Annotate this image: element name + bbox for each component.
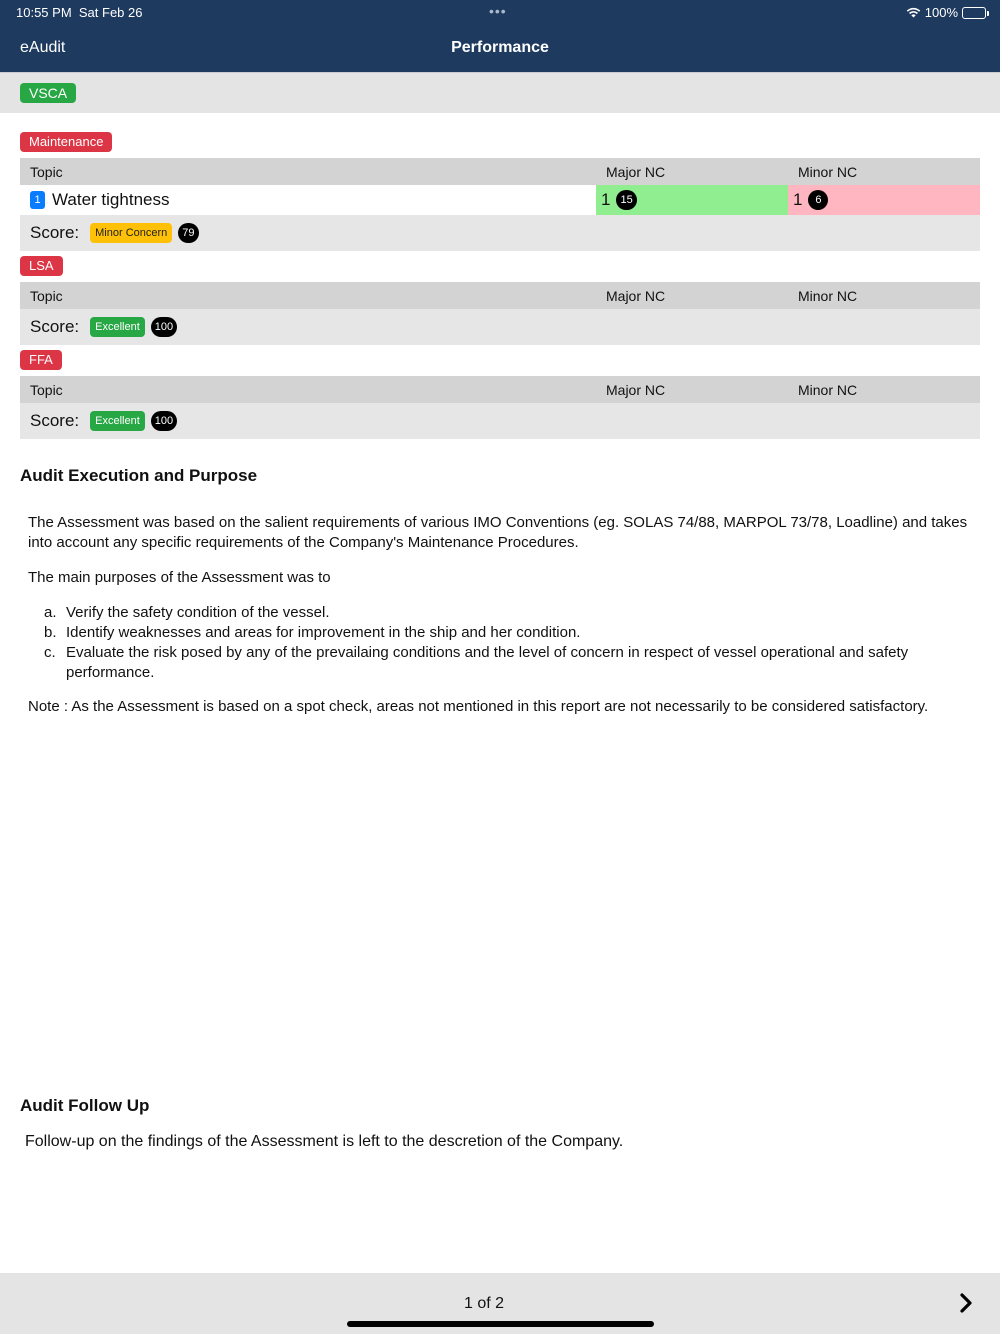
ffa-table [20,376,980,439]
app-header [0,0,1000,72]
column-topic: Topic [30,287,63,304]
table-header [20,282,980,309]
topic-index-badge: 1 [30,191,45,209]
follow-up-text: Follow-up on the findings of the Assessment is left to the descretion of the Company. [25,1133,624,1150]
column-minor-nc: Minor NC [798,381,858,398]
status-indicators [906,5,986,20]
page-title: Performance [451,39,549,56]
column-minor-nc: Minor NC [798,287,858,304]
score-label: Score: [30,317,80,336]
execution-intro: The Assessment was based on the salient requirements of various IMO Conventions (eg. SOLAS 74/88, MARPOL 73/78, Loadline) and takes into account any specific requirements of the Company's Maintenance Procedures. [28,514,968,551]
score-row [20,309,980,345]
section-tag-lsa: LSA [20,256,63,276]
list-item: c. Evaluate the risk posed by any of the prevailaing conditions and the level of concern in respect of vessel operational and safety performance. [44,644,909,681]
table-row[interactable] [20,185,980,215]
list-item: a. Verify the safety condition of the vessel. [44,604,330,621]
multitasking-dots-icon[interactable]: ••• [489,3,507,19]
column-topic: Topic [30,163,63,180]
section-tag-maintenance: Maintenance [20,132,112,152]
score-label: Score: [30,411,80,430]
category-band [0,72,1000,113]
score-label: Score: [30,223,80,242]
pagination-bar [0,1273,1000,1334]
score-value-badge: 100 [151,411,177,431]
score-value-badge: 100 [151,317,177,337]
battery-percent: 100% [924,5,958,20]
table-header [20,376,980,403]
score-status-badge: Minor Concern [90,223,172,243]
vsca-badge: VSCA [20,83,76,103]
lsa-table [20,282,980,345]
score-status-badge: Excellent [90,317,145,337]
battery-icon [962,7,986,19]
score-row [20,403,980,439]
column-topic: Topic [30,381,63,398]
minor-nc-value: 1 [793,190,803,209]
list-item: b. Identify weaknesses and areas for improvement in the ship and her condition. [44,624,581,641]
score-value-badge: 79 [178,223,198,243]
topic-name: Water tightness [52,190,170,209]
column-major-nc: Major NC [606,163,666,180]
column-major-nc: Major NC [606,287,666,304]
maintenance-table [20,158,980,251]
major-nc-cell [596,185,788,215]
status-bar [0,0,1000,24]
purposes-list [44,603,964,683]
minor-nc-count-badge: 6 [808,190,828,210]
column-minor-nc: Minor NC [798,163,858,180]
chevron-right-icon[interactable] [954,1291,978,1315]
minor-nc-cell [788,185,980,215]
table-header [20,158,980,185]
execution-heading: Audit Execution and Purpose [20,466,258,485]
status-time: 10:55 PM Sat Feb 26 [16,5,143,20]
section-tag-ffa: FFA [20,350,62,370]
back-button[interactable]: eAudit [20,39,66,56]
home-indicator[interactable] [347,1321,654,1327]
follow-up-heading: Audit Follow Up [20,1096,150,1115]
purposes-lead: The main purposes of the Assessment was to [28,569,331,586]
page-indicator: 1 of 2 [463,1295,505,1312]
topic-cell [20,185,596,215]
major-nc-count-badge: 15 [616,190,636,210]
major-nc-value: 1 [601,190,611,209]
execution-note: Note : As the Assessment is based on a spot check, areas not mentioned in this report are not necessarily to be considered satisfactory. [28,698,929,715]
score-status-badge: Excellent [90,411,145,431]
score-row [20,215,980,251]
column-major-nc: Major NC [606,381,666,398]
wifi-icon [906,7,921,18]
